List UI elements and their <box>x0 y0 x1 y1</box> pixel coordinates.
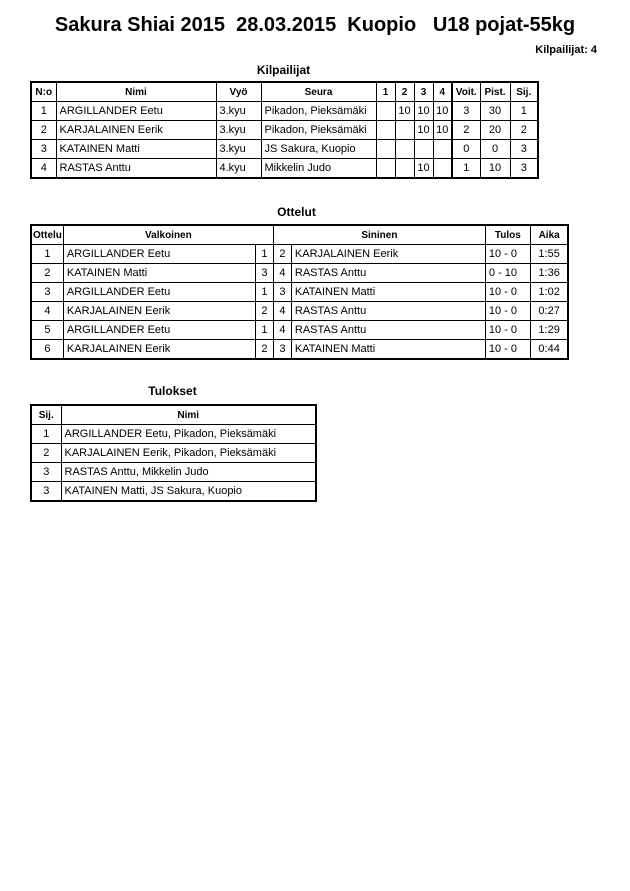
match-time: 0:27 <box>530 302 568 321</box>
competitor-name: KATAINEN Matti <box>56 140 216 159</box>
header-blue: Sininen <box>273 225 485 245</box>
result-name: KATAINEN Matti, JS Sakura, Kuopio <box>61 482 316 502</box>
result-name: ARGILLANDER Eetu, Pikadon, Pieksämäki <box>61 425 316 444</box>
white-no: 2 <box>255 340 273 360</box>
score-vs-3: 10 <box>414 121 433 140</box>
competitor-belt: 3.kyu <box>216 102 261 121</box>
match-no: 5 <box>31 321 63 340</box>
section-label-tulokset: Tulokset <box>148 384 197 398</box>
score-vs-1 <box>376 102 395 121</box>
match-no: 6 <box>31 340 63 360</box>
match-row <box>31 264 568 283</box>
competitor-no: 1 <box>31 102 56 121</box>
score-vs-2 <box>395 159 414 179</box>
result-place: 3 <box>31 463 61 482</box>
competitor-no: 3 <box>31 140 56 159</box>
competitor-row <box>31 159 538 179</box>
header-col-3: 3 <box>414 82 433 102</box>
match-no: 4 <box>31 302 63 321</box>
blue-no: 3 <box>273 340 291 360</box>
wins: 2 <box>452 121 480 140</box>
match-time: 0:44 <box>530 340 568 360</box>
match-time: 1:55 <box>530 245 568 264</box>
result-row <box>31 444 316 463</box>
match-row <box>31 340 568 360</box>
tulokset-table <box>30 404 317 502</box>
place: 3 <box>510 159 538 179</box>
result-row <box>31 425 316 444</box>
competitor-club: Pikadon, Pieksämäki <box>261 121 376 140</box>
blue-name: KARJALAINEN Eerik <box>291 245 485 264</box>
score-vs-1 <box>376 159 395 179</box>
competitor-name: RASTAS Anttu <box>56 159 216 179</box>
points: 30 <box>480 102 510 121</box>
score-vs-4 <box>433 140 452 159</box>
white-no: 1 <box>255 245 273 264</box>
header-match: Ottelu <box>31 225 63 245</box>
match-time: 1:29 <box>530 321 568 340</box>
header-name: Nimi <box>61 405 316 425</box>
score-vs-1 <box>376 140 395 159</box>
place: 3 <box>510 140 538 159</box>
header-club: Seura <box>261 82 376 102</box>
score-vs-2 <box>395 140 414 159</box>
header-col-2: 2 <box>395 82 414 102</box>
competitors-count: Kilpailijat: 4 <box>535 44 597 56</box>
match-result: 10 - 0 <box>485 340 530 360</box>
white-name: KARJALAINEN Eerik <box>63 302 255 321</box>
place: 1 <box>510 102 538 121</box>
match-time: 1:36 <box>530 264 568 283</box>
page-title: Sakura Shiai 2015 28.03.2015 Kuopio U18 pojat-55kg <box>54 14 576 36</box>
wins: 0 <box>452 140 480 159</box>
blue-no: 3 <box>273 283 291 302</box>
match-result: 10 - 0 <box>485 283 530 302</box>
result-row <box>31 482 316 502</box>
match-no: 3 <box>31 283 63 302</box>
blue-no: 4 <box>273 302 291 321</box>
white-name: KATAINEN Matti <box>63 264 255 283</box>
header-white: Valkoinen <box>63 225 273 245</box>
blue-name: KATAINEN Matti <box>291 340 485 360</box>
competitor-name: ARGILLANDER Eetu <box>56 102 216 121</box>
white-name: ARGILLANDER Eetu <box>63 321 255 340</box>
competitor-no: 4 <box>31 159 56 179</box>
blue-name: RASTAS Anttu <box>291 321 485 340</box>
match-time: 1:02 <box>530 283 568 302</box>
header-place: Sij. <box>510 82 538 102</box>
ottelut-table <box>30 224 569 360</box>
result-row <box>31 463 316 482</box>
result-name: RASTAS Anttu, Mikkelin Judo <box>61 463 316 482</box>
score-vs-4: 10 <box>433 121 452 140</box>
white-no: 2 <box>255 302 273 321</box>
match-result: 10 - 0 <box>485 302 530 321</box>
competitor-belt: 3.kyu <box>216 140 261 159</box>
place: 2 <box>510 121 538 140</box>
competitor-row <box>31 102 538 121</box>
white-name: KARJALAINEN Eerik <box>63 340 255 360</box>
competitor-belt: 4.kyu <box>216 159 261 179</box>
competitor-no: 2 <box>31 121 56 140</box>
competitor-club: JS Sakura, Kuopio <box>261 140 376 159</box>
score-vs-3: 10 <box>414 102 433 121</box>
white-name: ARGILLANDER Eetu <box>63 245 255 264</box>
points: 20 <box>480 121 510 140</box>
score-vs-2: 10 <box>395 102 414 121</box>
white-no: 1 <box>255 283 273 302</box>
header-place: Sij. <box>31 405 61 425</box>
match-row <box>31 302 568 321</box>
blue-name: RASTAS Anttu <box>291 302 485 321</box>
header-result: Tulos <box>485 225 530 245</box>
competitor-row <box>31 121 538 140</box>
header-name: Nimi <box>56 82 216 102</box>
header-points: Pist. <box>480 82 510 102</box>
header-col-4: 4 <box>433 82 452 102</box>
result-place: 2 <box>31 444 61 463</box>
match-result: 10 - 0 <box>485 321 530 340</box>
competitor-row <box>31 140 538 159</box>
competitor-club: Pikadon, Pieksämäki <box>261 102 376 121</box>
result-place: 1 <box>31 425 61 444</box>
match-row <box>31 245 568 264</box>
score-vs-4: 10 <box>433 102 452 121</box>
white-name: ARGILLANDER Eetu <box>63 283 255 302</box>
blue-no: 2 <box>273 245 291 264</box>
points: 10 <box>480 159 510 179</box>
score-vs-3: 10 <box>414 159 433 179</box>
result-name: KARJALAINEN Eerik, Pikadon, Pieksämäki <box>61 444 316 463</box>
points: 0 <box>480 140 510 159</box>
match-result: 10 - 0 <box>485 245 530 264</box>
section-label-kilpailijat: Kilpailijat <box>256 63 311 77</box>
header-time: Aika <box>530 225 568 245</box>
header-no: N:o <box>31 82 56 102</box>
white-no: 1 <box>255 321 273 340</box>
kilpailijat-header-row <box>31 82 538 102</box>
tulokset-header-row <box>31 405 316 425</box>
blue-name: KATAINEN Matti <box>291 283 485 302</box>
competitor-name: KARJALAINEN Eerik <box>56 121 216 140</box>
wins: 3 <box>452 102 480 121</box>
kilpailijat-table <box>30 81 539 179</box>
competitor-club: Mikkelin Judo <box>261 159 376 179</box>
match-no: 2 <box>31 264 63 283</box>
blue-name: RASTAS Anttu <box>291 264 485 283</box>
blue-no: 4 <box>273 264 291 283</box>
section-label-ottelut: Ottelut <box>277 205 316 219</box>
header-col-1: 1 <box>376 82 395 102</box>
header-belt: Vyö <box>216 82 261 102</box>
match-row <box>31 283 568 302</box>
match-result: 0 - 10 <box>485 264 530 283</box>
match-row <box>31 321 568 340</box>
match-no: 1 <box>31 245 63 264</box>
score-vs-4 <box>433 159 452 179</box>
wins: 1 <box>452 159 480 179</box>
score-vs-2 <box>395 121 414 140</box>
score-vs-1 <box>376 121 395 140</box>
competitor-belt: 3.kyu <box>216 121 261 140</box>
blue-no: 4 <box>273 321 291 340</box>
white-no: 3 <box>255 264 273 283</box>
result-place: 3 <box>31 482 61 502</box>
ottelut-header-row <box>31 225 568 245</box>
header-wins: Voit. <box>452 82 480 102</box>
score-vs-3 <box>414 140 433 159</box>
